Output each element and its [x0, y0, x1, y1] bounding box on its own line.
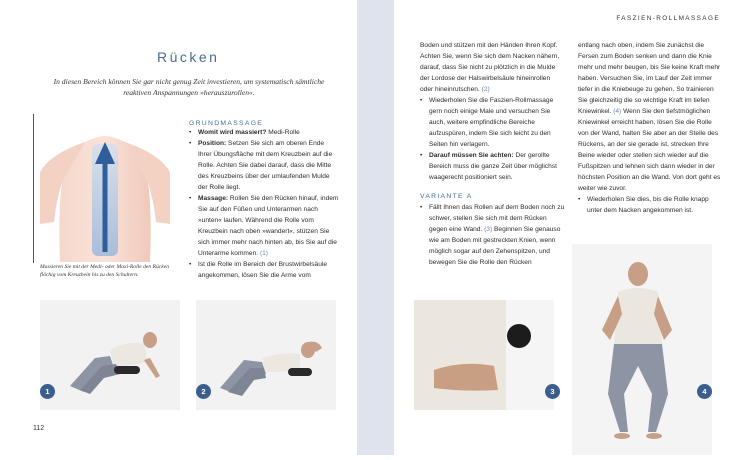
- list-item: • Darauf müssen Sie achten: Der gerollte Bereich muss die ganze Zeit über möglichst waagerecht positioniert sein.: [420, 150, 565, 183]
- paragraph: entlang nach oben, indem Sie zunächst die Fersen zum Boden senken und dann die Knie mehr und mehr beugen, bis Sie keine Kraft mehr haben. Versuchen Sie, im Lauf der Zeit immer tiefer in die Kniebeuge zu gehen. So trainieren Sie gleichzeitig die so wichtige Kraft im tiefen Kniewinkel. (4) Wenn Sie den tiefstmöglichen Kniewinkel erreicht haben, lösen Sie die Rolle von der Wand, halten Sie aber an der Stelle des Rückens, an der sie gerade ist, strecken Ihre Beine wieder oder stellen sich wieder auf die Fußspitzen und lehnen sich dann wieder in der höchsten Position an die Wand. Von dort geht es weiter wie zuvor.: [578, 42, 721, 192]
- right-page: [394, 0, 750, 455]
- list-item: • Womit wird massiert? Medi-Rolle: [189, 127, 339, 138]
- section-heading: GRUNDMASSAGE: [189, 120, 264, 127]
- caption-rule: [33, 114, 34, 263]
- exercise-photo-4: [572, 244, 712, 455]
- exercise-photo-1: [40, 300, 180, 410]
- list-item: • Massage: Rollen Sie den Rücken hinauf, indem Sie auf den Füßen und Unterarmen nach »unten« laufen. Während die Rolle vom Kreuzbein nach oben »wandert«, stützen Sie sich immer mehr nach hinten ab, bis Sie auf die Unterarme kommen. (1): [189, 193, 339, 259]
- running-header: FASZIEN-ROLLMASSAGE: [616, 15, 720, 22]
- image-caption: Massieren Sie mit der Medi- oder Maxi-Rolle den Rücken flächig vom Kreuzbein bis zu den Schultern.: [40, 264, 170, 279]
- list-item: • Wiederholen Sie dies, bis die Rolle knapp unter dem Nacken angekommen ist.: [578, 194, 724, 216]
- paragraph: Boden und stützen mit den Händen Ihren Kopf. Achten Sie, wenn Sie sich dem Nacken nähern, darauf, dass Sie nicht zu plötzlich in die Mulde der Lordose der Halswirbelsäule hineinrollen oder hineinrutschen. (2): [420, 42, 560, 93]
- exercise-photo-3: [414, 300, 554, 410]
- instruction-list: [578, 194, 724, 216]
- page-gutter: [357, 0, 394, 455]
- text-column-2: [578, 40, 724, 216]
- step-badge: 4: [697, 384, 712, 399]
- list-item: • Fällt Ihnen das Rollen auf dem Boden noch zu schwer, stellen Sie sich mit dem Rücken gegen eine Wand. (3) Beginnen Sie genauso wie am Boden mit gestreckten Knien, wenn möglich sogar auf den Zehenspitzen, und bewegen Sie die Rolle den Rücken: [420, 202, 565, 268]
- step-badge: 1: [40, 384, 55, 399]
- spine-arrow-up-illustration-icon: [40, 112, 170, 262]
- variant-heading: VARIANTE A: [420, 193, 473, 200]
- intro-text: In diesen Bereich können Sie gar nicht genug Zeit investieren, um systematisch sämtliche reaktiven Anspannungen »herauszurollen«.: [53, 77, 325, 98]
- page-title: Rücken: [157, 49, 220, 65]
- instruction-list: [189, 127, 339, 281]
- step-badge: 3: [545, 384, 560, 399]
- list-item: • Ist die Rolle im Bereich der Brustwirbelsäule angekommen, lösen Sie die Arme vom: [189, 259, 339, 281]
- page-number: 112: [33, 425, 45, 432]
- exercise-photo-2: [196, 300, 336, 410]
- text-column-1: [420, 40, 565, 268]
- variant-list: [420, 202, 565, 268]
- step-badge: 2: [196, 384, 211, 399]
- list-item: • Wiederholen Sie die Faszien-Rollmassage gern noch einige Male und versuchen Sie auch, weitere empfindliche Bereiche aufzuspüren, indem Sie sich leicht zu den Seiten hin verlagern.: [420, 95, 565, 150]
- instruction-list: [420, 95, 565, 183]
- left-page: [0, 0, 357, 455]
- list-item: • Position: Setzen Sie sich am oberen Ende Ihrer Übungsfläche mit dem Kreuzbein auf die Rolle. Achten Sie dabei darauf, dass die Mitte des Kreuzbeins über der umlaufenden Mulde der Rolle liegt.: [189, 138, 339, 193]
